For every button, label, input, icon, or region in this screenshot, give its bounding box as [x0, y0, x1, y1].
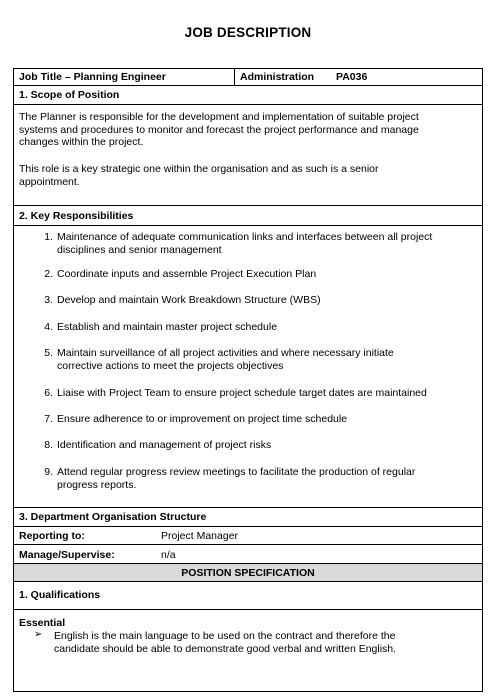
bullet-line: candidate should be able to demonstrate good verbal and written English. — [54, 642, 397, 655]
responsibilities-heading: 2. Key Responsibilities — [14, 206, 482, 226]
document-title: JOB DESCRIPTION — [184, 25, 312, 40]
job-title-cell: Job Title – Planning Engineer — [14, 69, 235, 85]
qualifications-body — [14, 610, 482, 692]
list-item-number: 5. — [44, 347, 53, 359]
job-code-cell: PA036 — [336, 71, 368, 83]
list-item-text: Ensure adherence to or improvement on project time schedule — [57, 413, 348, 425]
list-item-text: progress reports. — [57, 478, 137, 491]
scope-para-1 — [19, 111, 474, 149]
list-item-text: Establish and maintain master project schedule — [57, 321, 278, 333]
scope-body — [14, 105, 482, 206]
list-item-number: 6. — [44, 387, 53, 399]
list-item-text: Maintain surveillance of all project activities and where necessary initiate — [57, 347, 394, 359]
list-item-text: Identification and management of project risks — [57, 439, 272, 451]
scope-line: The Planner is responsible for the development and implementation of suitable project — [19, 111, 419, 123]
reporting-label: Reporting to: — [19, 530, 85, 542]
manage-value: n/a — [161, 549, 176, 561]
list-item-text: Attend regular progress review meetings to facilitate the production of regular — [57, 466, 416, 478]
list-item-text: Develop and maintain Work Breakdown Structure (WBS) — [57, 294, 321, 306]
department-cell: Administration — [240, 71, 315, 83]
list-item-number: 3. — [44, 294, 53, 306]
scope-line: appointment. — [19, 175, 80, 188]
list-item-text: Liaise with Project Team to ensure project schedule target dates are maintained — [57, 387, 427, 399]
organisation-heading: 3. Department Organisation Structure — [14, 508, 482, 527]
arrow-bullet-icon: ➢ — [34, 629, 43, 640]
qualifications-heading: 1. Qualifications — [14, 582, 482, 610]
manage-row — [14, 545, 482, 564]
list-item-text: corrective actions to meet the projects objectives — [57, 359, 284, 372]
manage-label: Manage/Supervise: — [19, 549, 115, 561]
responsibilities-list — [14, 226, 482, 508]
reporting-row — [14, 527, 482, 545]
scope-heading: 1. Scope of Position — [14, 86, 482, 105]
qualification-bullet — [54, 630, 472, 655]
scope-line: systems and procedures to monitor and forecast the project performance and manage — [19, 123, 419, 136]
list-item-number: 2. — [44, 268, 53, 280]
scope-line: This role is a key strategic one within the organisation and as such is a senior — [19, 163, 379, 175]
scope-para-2 — [19, 163, 474, 188]
list-item-text: Coordinate inputs and assemble Project Execution Plan — [57, 268, 317, 280]
essential-label: Essential — [19, 617, 66, 629]
scope-line: changes within the project. — [19, 136, 144, 148]
list-item-text: disciplines and senior management — [57, 243, 222, 256]
list-item-number: 8. — [44, 439, 53, 451]
bullet-line: English is the main language to be used on the contract and therefore the — [54, 630, 396, 642]
job-description-table — [13, 68, 483, 692]
list-item-number: 1. — [44, 231, 53, 243]
list-item-number: 9. — [44, 466, 53, 478]
list-item-number: 7. — [44, 413, 53, 425]
list-item-number: 4. — [44, 321, 53, 333]
position-specification-heading: POSITION SPECIFICATION — [14, 564, 482, 582]
reporting-value: Project Manager — [161, 530, 239, 542]
job-title-row — [14, 69, 482, 86]
list-item-text: Maintenance of adequate communication links and interfaces between all project — [57, 231, 433, 243]
